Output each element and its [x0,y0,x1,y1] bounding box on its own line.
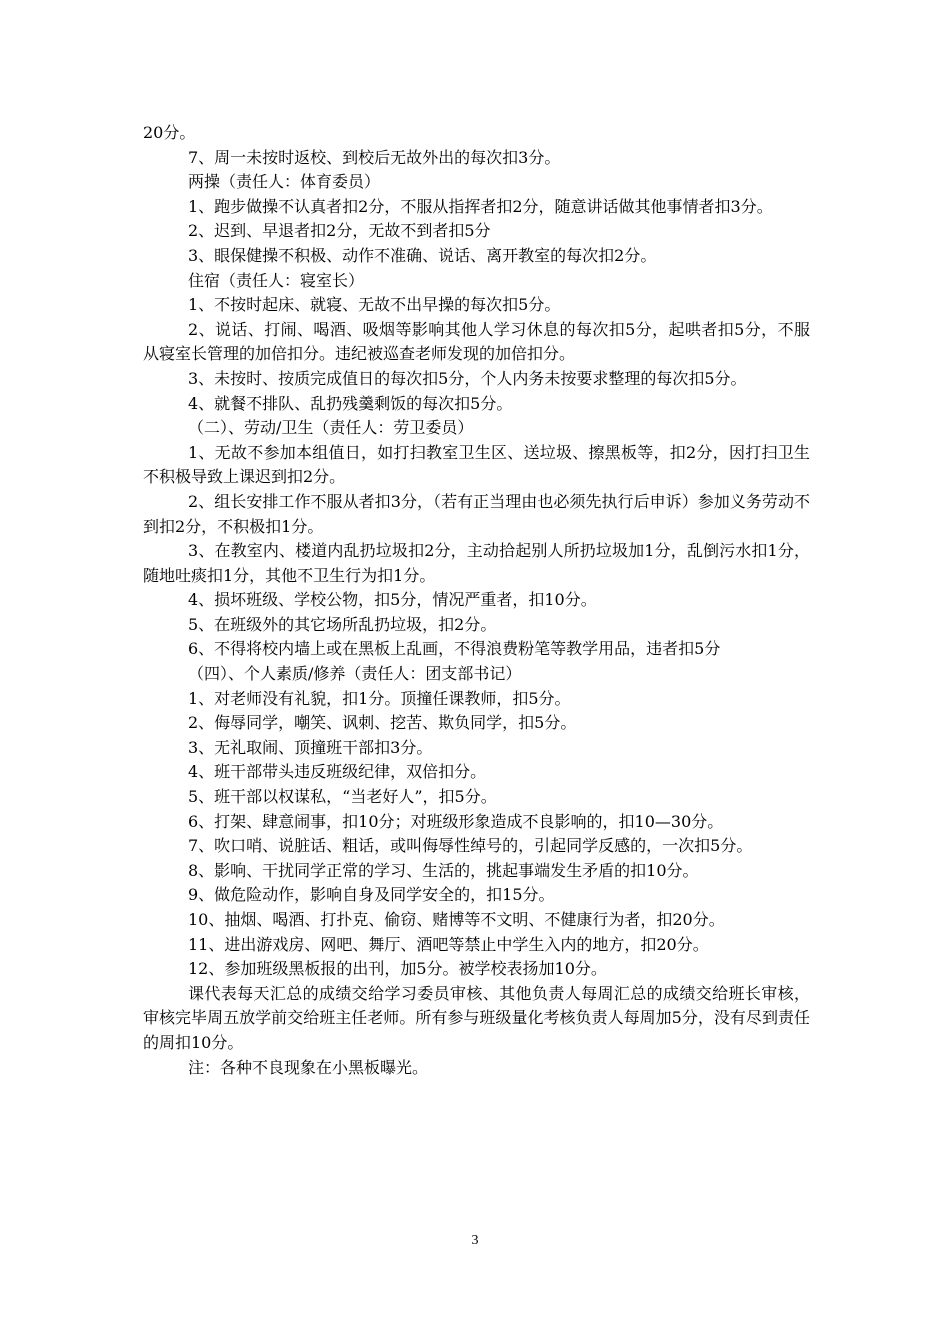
paragraph: 5、班干部以权谋私，“当老好人”，扣5分。 [188,787,497,807]
paragraph: 7、吹口哨、说脏话、粗话，或叫侮辱性绰号的，引起同学反感的，一次扣5分。 [188,836,753,856]
paragraph: 1、对老师没有礼貌，扣1分。顶撞任课教师，扣5分。 [188,688,571,708]
paragraph: 两操（责任人：体育委员） [188,172,381,192]
paragraph: 2、说话、打闹、喝酒、吸烟等影响其他人学习休息的每次扣5分，起哄者扣5分，不服从寝室长管理的加倍扣分。违纪被巡查老师发现的加倍扣分。 [143,319,810,364]
paragraph: 10、抽烟、喝酒、打扑克、偷窃、赌博等不文明、不健康行为者，扣20分。 [188,910,725,929]
paragraph: 6、打架、肆意闹事，扣10分；对班级形象造成不良影响的，扣10—30分。 [188,811,724,831]
paragraph: 3、眼保健操不积极、动作不准确、说话、离开教室的每次扣2分。 [188,245,657,265]
paragraph: 9、做危险动作，影响自身及同学安全的，扣15分。 [188,885,555,905]
paragraph: 5、在班级外的其它场所乱扔垃圾，扣2分。 [188,614,497,634]
paragraph: 3、无礼取闹、顶撞班干部扣3分。 [188,737,433,757]
paragraph: 住宿（责任人：寝室长） [188,270,365,290]
paragraph: 注：各种不良现象在小黑板曝光。 [188,1057,429,1077]
paragraph: 4、班干部带头违反班级纪律，双倍扣分。 [188,762,487,782]
paragraph: 2、组长安排工作不服从者扣3分，（若有正当理由也必须先执行后申诉）参加义务劳动不到扣2分，不积极扣1分。 [143,491,810,536]
page-number: 3 [471,1233,479,1248]
paragraph: （二）、劳动/卫生（责任人：劳卫委员） [188,418,474,438]
paragraph: 20分。 [143,123,196,142]
paragraph: 1、无故不参加本组值日，如打扫教室卫生区、送垃圾、擦黑板等，扣2分，因打扫卫生不积极导致上课迟到扣2分。 [143,442,810,487]
paragraph: 3、未按时、按质完成值日的每次扣5分，个人内务未按要求整理的每次扣5分。 [188,368,747,388]
paragraph: 1、不按时起床、就寝、无故不出早操的每次扣5分。 [188,295,561,315]
paragraph: 4、就餐不排队、乱扔残羹剩饭的每次扣5分。 [188,393,513,413]
paragraph: 4、损坏班级、学校公物，扣5分，情况严重者，扣10分。 [188,590,597,610]
paragraph: 8、影响、干扰同学正常的学习、生活的，挑起事端发生矛盾的扣10分。 [188,860,699,880]
document-body [143,121,810,1080]
paragraph: 11、进出游戏房、网吧、舞厅、酒吧等禁止中学生入内的地方，扣20分。 [188,934,709,954]
paragraph: 课代表每天汇总的成绩交给学习委员审核、其他负责人每周汇总的成绩交给班长审核，审核完毕周五放学前交给班主任老师。所有参与班级量化考核负责人每周加5分，没有尽到责任的周扣10分。 [143,983,810,1052]
paragraph: 2、侮辱同学，嘲笑、讽刺、挖苦、欺负同学，扣5分。 [188,713,577,733]
paragraph: 6、不得将校内墙上或在黑板上乱画，不得浪费粉笔等教学用品，违者扣5分 [188,639,721,659]
paragraph: 12、参加班级黑板报的出刊，加5分。被学校表扬加10分。 [188,959,607,979]
paragraph: 1、跑步做操不认真者扣2分，不服从指挥者扣2分，随意讲话做其他事情者扣3分。 [188,196,773,216]
paragraph: 7、周一未按时返校、到校后无故外出的每次扣3分。 [188,147,561,167]
paragraph: （四）、个人素质/修养（责任人：团支部书记） [188,664,522,684]
paragraph: 3、在教室内、楼道内乱扔垃圾扣2分，主动拾起别人所扔垃圾加1分，乱倒污水扣1分，随地吐痰扣1分，其他不卫生行为扣1分。 [143,541,810,585]
paragraph: 2、迟到、早退者扣2分，无故不到者扣5分 [188,221,491,241]
